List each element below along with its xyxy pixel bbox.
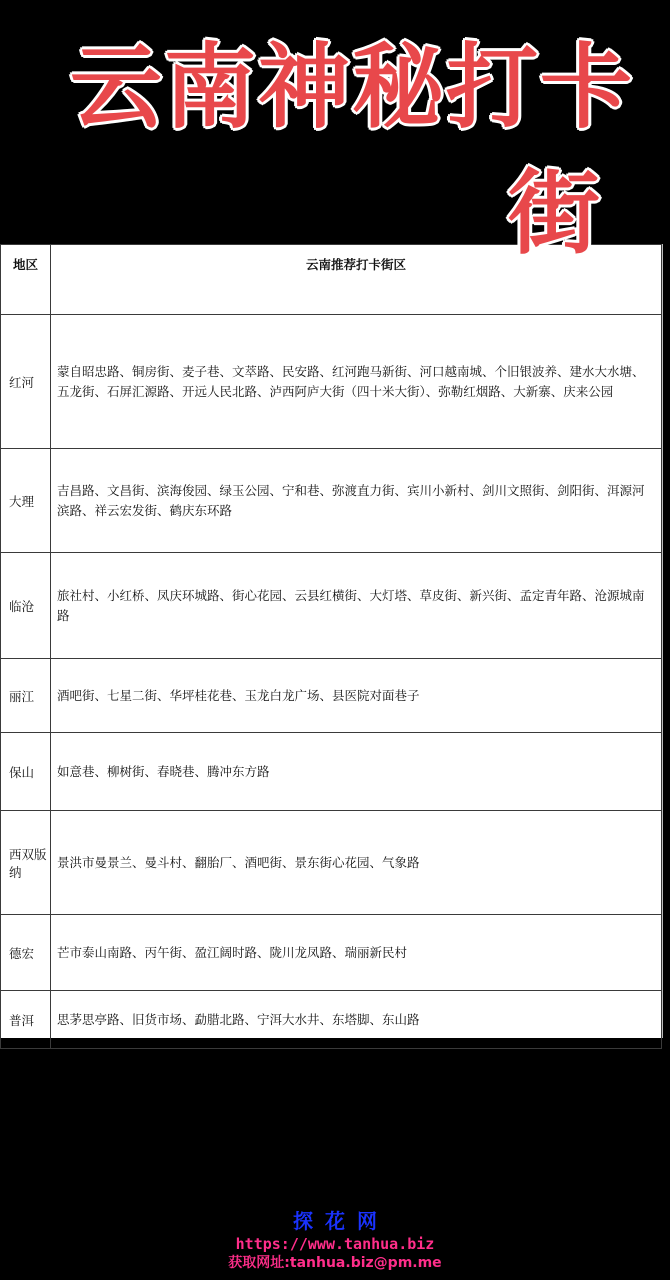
header-region: 地区 [1,245,51,315]
table-row [1,733,662,811]
table-row [1,553,662,659]
row-streets: 思茅思亭路、旧货市场、勐腊北路、宁洱大水井、东塔脚、东山路 [51,991,662,1049]
table-row [1,811,662,915]
table-row [1,991,662,1049]
street-table-sheet [0,244,663,1038]
header-streets: 云南推荐打卡街区 [51,245,662,315]
table-row [1,449,662,553]
row-region: 丽江 [1,659,51,733]
row-streets: 旅社村、小红桥、凤庆环城路、街心花园、云县红横街、大灯塔、草皮街、新兴街、孟定青年路、沧源城南路 [51,553,662,659]
table-row [1,915,662,991]
row-streets: 芒市泰山南路、丙午街、盈江阔时路、陇川龙凤路、瑞丽新民村 [51,915,662,991]
row-streets: 景洪市曼景兰、曼斗村、翻胎厂、酒吧街、景东街心花园、气象路 [51,811,662,915]
street-table [0,244,662,1049]
footer-url[interactable]: https://www.tanhua.biz [235,1235,435,1253]
row-streets: 吉昌路、文昌街、滨海俊园、绿玉公园、宁和巷、弥渡直力街、宾川小新村、剑川文照街、剑阳街、洱源河滨路、祥云宏发街、鹤庆东环路 [51,449,662,553]
row-streets: 酒吧街、七星二街、华坪桂花巷、玉龙白龙广场、县医院对面巷子 [51,659,662,733]
row-region: 保山 [1,733,51,811]
row-streets: 蒙自昭忠路、铜房街、麦子巷、文萃路、民安路、红河跑马新街、河口越南城、个旧银波养、建水大水塘、五龙街、石屏汇源路、开远人民北路、泸西阿庐大街（四十米大街）、弥勒红烟路、大新寨、庆来公园 [51,315,662,449]
footer-brand: 探花网 [293,1209,389,1233]
footer-mail[interactable]: 获取网址:tanhua.biz@pm.me [228,1255,442,1271]
row-region: 普洱 [1,991,51,1049]
table-row [1,315,662,449]
row-streets: 如意巷、柳树街、春晓巷、腾冲东方路 [51,733,662,811]
footer-watermark [0,1208,670,1272]
row-region: 西双版纳 [1,811,51,915]
row-region: 红河 [1,315,51,449]
row-region: 临沧 [1,553,51,659]
title-main: 云南神秘打卡 [70,34,635,141]
row-region: 德宏 [1,915,51,991]
row-region: 大理 [1,449,51,553]
table-row [1,659,662,733]
title-sub: 街 [508,160,601,267]
